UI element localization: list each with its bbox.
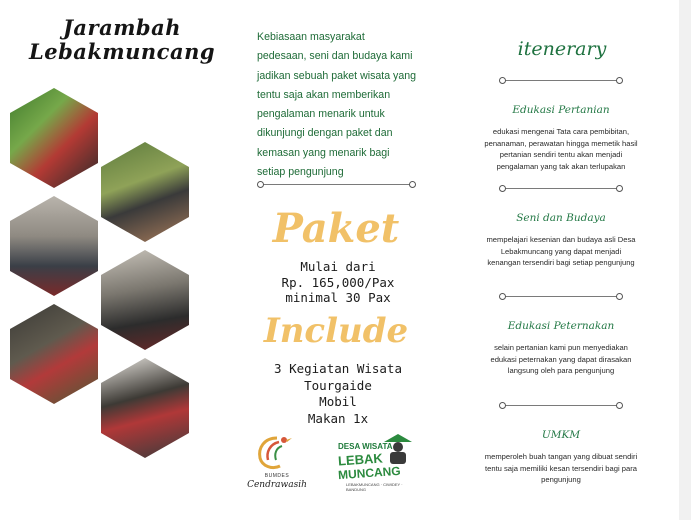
section-line: pertanian sendiri tentu akan menjadi (499, 150, 623, 160)
price-block (258, 259, 418, 306)
brochure-title (22, 16, 222, 64)
intro-line: jadikan sebuah paket wisata yang (257, 69, 417, 82)
section-heading-pertanian: Edukasi Pertanian (512, 104, 610, 116)
section-line: tentu saja memiliki kesan tersendiri bagi para (485, 463, 637, 473)
intro-line: tentu saja akan memberikan (257, 88, 391, 101)
divider-dot (499, 77, 506, 84)
section-line: edukasi peternakan yang dapat dirasakan (490, 354, 632, 364)
bumdes-label: BUMDES (264, 473, 290, 479)
divider (261, 184, 412, 185)
bumdes-name: Cendrawasih (247, 480, 307, 490)
section-line: edukasi mengenai Tata cara pembibitan, (492, 127, 630, 136)
intro-line: kemasan yang menarik bagi (257, 146, 390, 159)
price-line: minimal 30 Pax (285, 290, 391, 305)
include-heading: Include (263, 311, 409, 351)
section-line: mempelajari kesenian dan budaya asli Desa (486, 235, 636, 244)
section-heading-seni: Seni dan Budaya (516, 212, 606, 224)
intro-line: dikunjungi dengan paket dan (257, 127, 393, 140)
section-text-peternakan (474, 342, 648, 377)
include-item: Mobil (319, 394, 357, 409)
divider-dot (409, 181, 416, 188)
price-line: Rp. 165,000/Pax (281, 274, 395, 290)
intro-line: Kebiasaan masyarakat (257, 31, 365, 43)
title-line-1: Jarambah (63, 15, 181, 40)
desa-wisata-line3: MUNCANG (337, 463, 402, 483)
divider-dot (616, 77, 623, 84)
section-line: langsung oleh para pengunjung (507, 366, 615, 376)
divider (503, 405, 619, 406)
desa-wisata-line1: DESA WISATA (338, 442, 393, 451)
divider-dot (257, 181, 264, 188)
include-item: Tourgaide (304, 377, 372, 393)
intro-line: pengalaman menarik untuk (257, 108, 385, 121)
divider-dot (499, 402, 506, 409)
section-line: pengunjung (541, 475, 581, 485)
desa-wisata-line2: LEBAK (337, 450, 384, 469)
section-line: pengalaman yang tak akan terlupakan (496, 161, 626, 171)
intro-line: setiap pengunjung (257, 166, 344, 179)
photo-hex-livestock-2 (101, 358, 189, 458)
cendrawasih-bird-icon (246, 432, 308, 474)
photo-hex-farming-1 (10, 88, 98, 188)
section-line: selain pertanian kami pun menyediakan (494, 343, 628, 352)
divider (503, 188, 619, 189)
divider (503, 296, 619, 297)
section-line: kenangan tersendiri bagi setiap pengunjung (487, 258, 635, 268)
photo-hex-culture-2 (101, 250, 189, 350)
divider-dot (616, 293, 623, 300)
divider-dot (616, 185, 623, 192)
include-list (258, 361, 418, 427)
intro-paragraph (257, 28, 427, 182)
photo-hex-livestock-1 (10, 304, 98, 404)
desa-wisata-tagline: LEBAKMUNCANG · CIWIDEY · BANDUNG (346, 482, 403, 492)
section-text-pertanian (474, 126, 648, 172)
itinerary-title: itenerary (517, 38, 607, 60)
section-heading-umkm: UMKM (541, 429, 581, 441)
price-line: Mulai dari (300, 259, 376, 274)
section-line: Lebakmuncang yang dapat menjadi (500, 246, 622, 256)
section-text-seni (474, 234, 648, 269)
section-heading-peternakan: Edukasi Peternakan (507, 320, 615, 332)
page-edge (679, 0, 691, 520)
divider-dot (499, 293, 506, 300)
include-item: 3 Kegiatan Wisata (274, 361, 402, 376)
intro-line: pedesaan, seni dan budaya kami (257, 50, 413, 63)
paket-heading: Paket (272, 205, 400, 252)
section-text-umkm (474, 451, 648, 486)
divider-dot (499, 185, 506, 192)
divider (503, 80, 619, 81)
desa-wisata-logo (338, 432, 416, 492)
bumdes-logo (246, 432, 308, 498)
section-line: memperoleh buah tangan yang dibuat sendiri (484, 452, 638, 461)
divider-dot (616, 402, 623, 409)
title-line-2: Lebakmuncang (28, 39, 216, 64)
photo-hex-farming-2 (101, 142, 189, 242)
include-item: Makan 1x (307, 410, 369, 426)
photo-hex-culture-1 (10, 196, 98, 296)
section-line: penanaman, perawatan hingga memetik hasil (484, 138, 638, 148)
